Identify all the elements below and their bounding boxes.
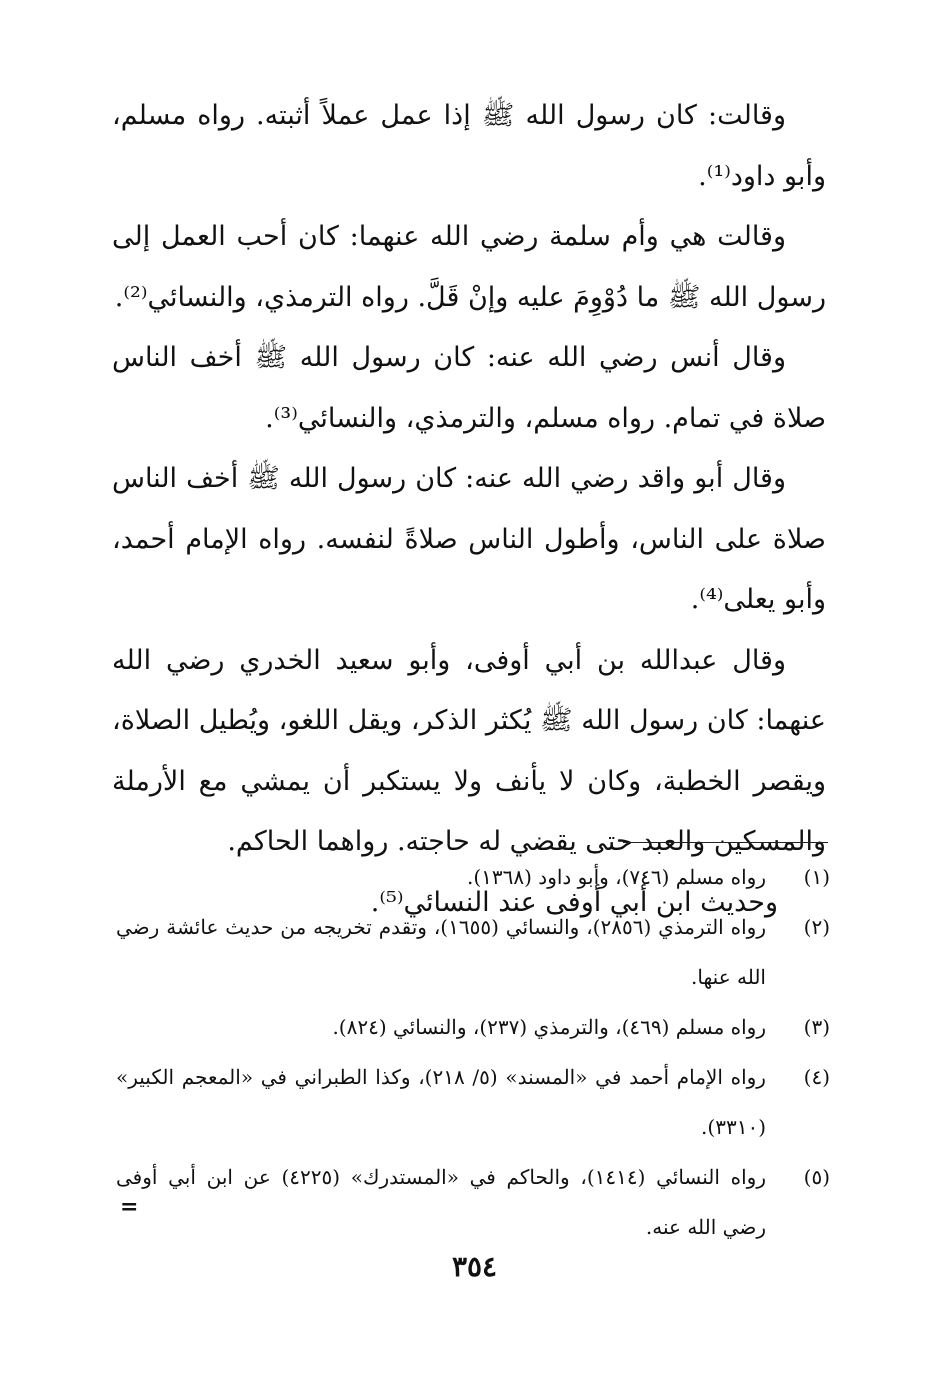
paragraph-3: وقال أنس رضي الله عنه: كان رسول الله ﷺ أخف الناس صلاة في تمام. رواه مسلم، والترمذي، والنسائي⁽³⁾. <box>112 342 826 434</box>
page-number: ٣٥٤ <box>451 1250 498 1283</box>
paragraph-1: وقالت: كان رسول الله ﷺ إذا عمل عملاً أثبته. رواه مسلم، وأبو داود⁽¹⁾. <box>112 100 826 192</box>
paragraph-2: وقالت هي وأم سلمة رضي الله عنهما: كان أحب العمل إلى رسول الله ﷺ ما دُوْوِمَ عليه وإنْ قَلَّ. رواه الترمذي، والنسائي⁽²⁾. <box>112 221 826 313</box>
footnotes-section <box>116 852 830 1252</box>
footnote-1 <box>116 852 830 902</box>
paragraph-6: وحديث ابن أبي أوفى عند النسائي⁽⁵⁾. <box>370 886 778 918</box>
footnote-text: رواه النسائي (١٤١٤)، والحاكم في «المستدرك» (٤٢٢٥) عن ابن أبي أوفى رضي الله عنه. <box>116 1165 766 1239</box>
footnote-text: رواه الإمام أحمد في «المسند» (٥/ ٢١٨)، وكذا الطبراني في «المعجم الكبير» (٣٣١٠). <box>116 1065 766 1139</box>
footnote-number: (٥) <box>803 1165 830 1189</box>
footnote-2 <box>116 902 830 1002</box>
main-text <box>112 86 826 933</box>
footnote-3 <box>116 1002 830 1052</box>
footnote-text: رواه مسلم (٧٤٦)، وأبو داود (١٣٦٨). <box>466 865 766 889</box>
footnote-number: (١) <box>803 865 830 889</box>
footnote-text: رواه الترمذي (٢٨٥٦)، والنسائي (١٦٥٥)، وتقدم تخريجه من حديث عائشة رضي الله عنها. <box>116 915 766 989</box>
footnote-divider <box>623 842 828 843</box>
paragraph-4: وقال أبو واقد رضي الله عنه: كان رسول الله ﷺ أخف الناس صلاة على الناس، وأطول الناس صلاةً لنفسه. رواه الإمام أحمد، وأبو يعلى⁽⁴⁾. <box>112 463 826 615</box>
paragraph-5: وقال عبدالله بن أبي أوفى، وأبو سعيد الخدري رضي الله عنهما: كان رسول الله ﷺ يُكثر الذكر، ويقل اللغو، ويُطيل الصلاة، ويقصر الخطبة، وكان لا يأنف ولا يستكبر أن يمشي مع الأرملة والمسكين والعبد حتى يقضي له حاجته. رواهما الحاكم. <box>112 644 826 857</box>
footnote-text: رواه مسلم (٤٦٩)، والترمذي (٢٣٧)، والنسائي (٨٢٤). <box>332 1015 766 1039</box>
footnote-number: (٤) <box>803 1065 830 1089</box>
footnote-number: (٢) <box>803 915 830 939</box>
continuation-mark: = <box>120 1194 139 1220</box>
footnote-number: (٣) <box>803 1015 830 1039</box>
footnote-4 <box>116 1052 830 1152</box>
footnote-5 <box>116 1152 830 1252</box>
